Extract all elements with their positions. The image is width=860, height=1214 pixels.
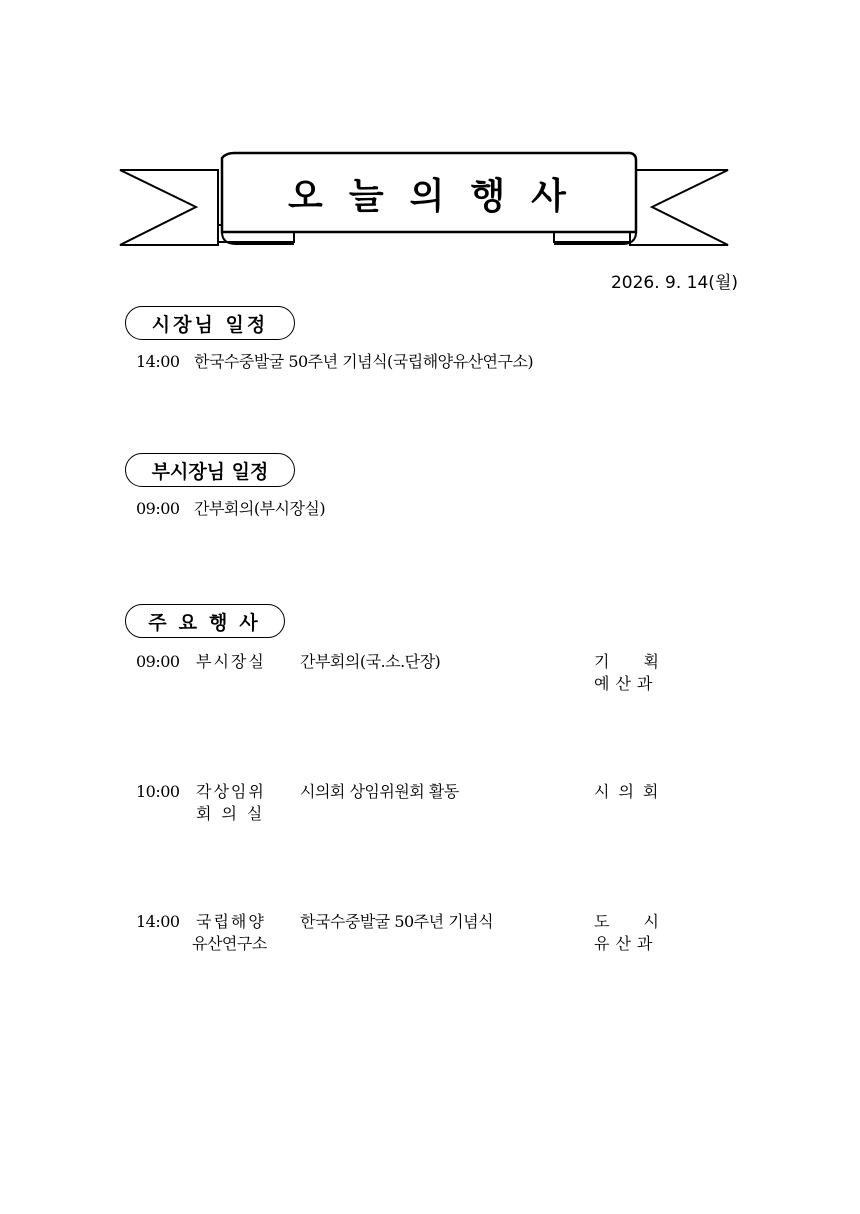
main-events-heading: 주요행사 xyxy=(125,604,285,638)
event-place: 국립해양 유산연구소 xyxy=(192,912,267,953)
event-time: 14:00 xyxy=(136,912,180,931)
schedule-time: 14:00 xyxy=(136,352,180,371)
event-description: 시의회 상임위원회 활동 xyxy=(300,782,459,801)
schedule-time: 09:00 xyxy=(136,499,180,518)
event-department: 시의회 xyxy=(594,782,668,801)
page-title: 오늘의행사 xyxy=(288,175,592,217)
event-department: 기 획 예산과 xyxy=(594,652,660,693)
vice-mayor-schedule-heading: 부시장님 일정 xyxy=(125,453,295,487)
ribbon-left-tail xyxy=(120,170,218,245)
ribbon-right-tail xyxy=(630,170,728,245)
event-time: 09:00 xyxy=(136,652,180,671)
event-description: 한국수중발굴 50주년 기념식 xyxy=(300,912,494,931)
mayor-schedule-heading: 시장님 일정 xyxy=(125,306,295,340)
schedule-text: 한국수중발굴 50주년 기념식(국립해양유산연구소) xyxy=(194,352,534,371)
date-label: 2026. 9. 14(월) xyxy=(610,273,738,293)
event-place: 각상임위 회의실 xyxy=(196,782,273,823)
event-department: 도 시 유산과 xyxy=(594,912,660,953)
event-description: 간부회의(국.소.단장) xyxy=(300,652,441,671)
event-place: 부시장실 xyxy=(196,652,266,671)
event-time: 10:00 xyxy=(136,782,180,801)
schedule-text: 간부회의(부시장실) xyxy=(194,499,326,518)
